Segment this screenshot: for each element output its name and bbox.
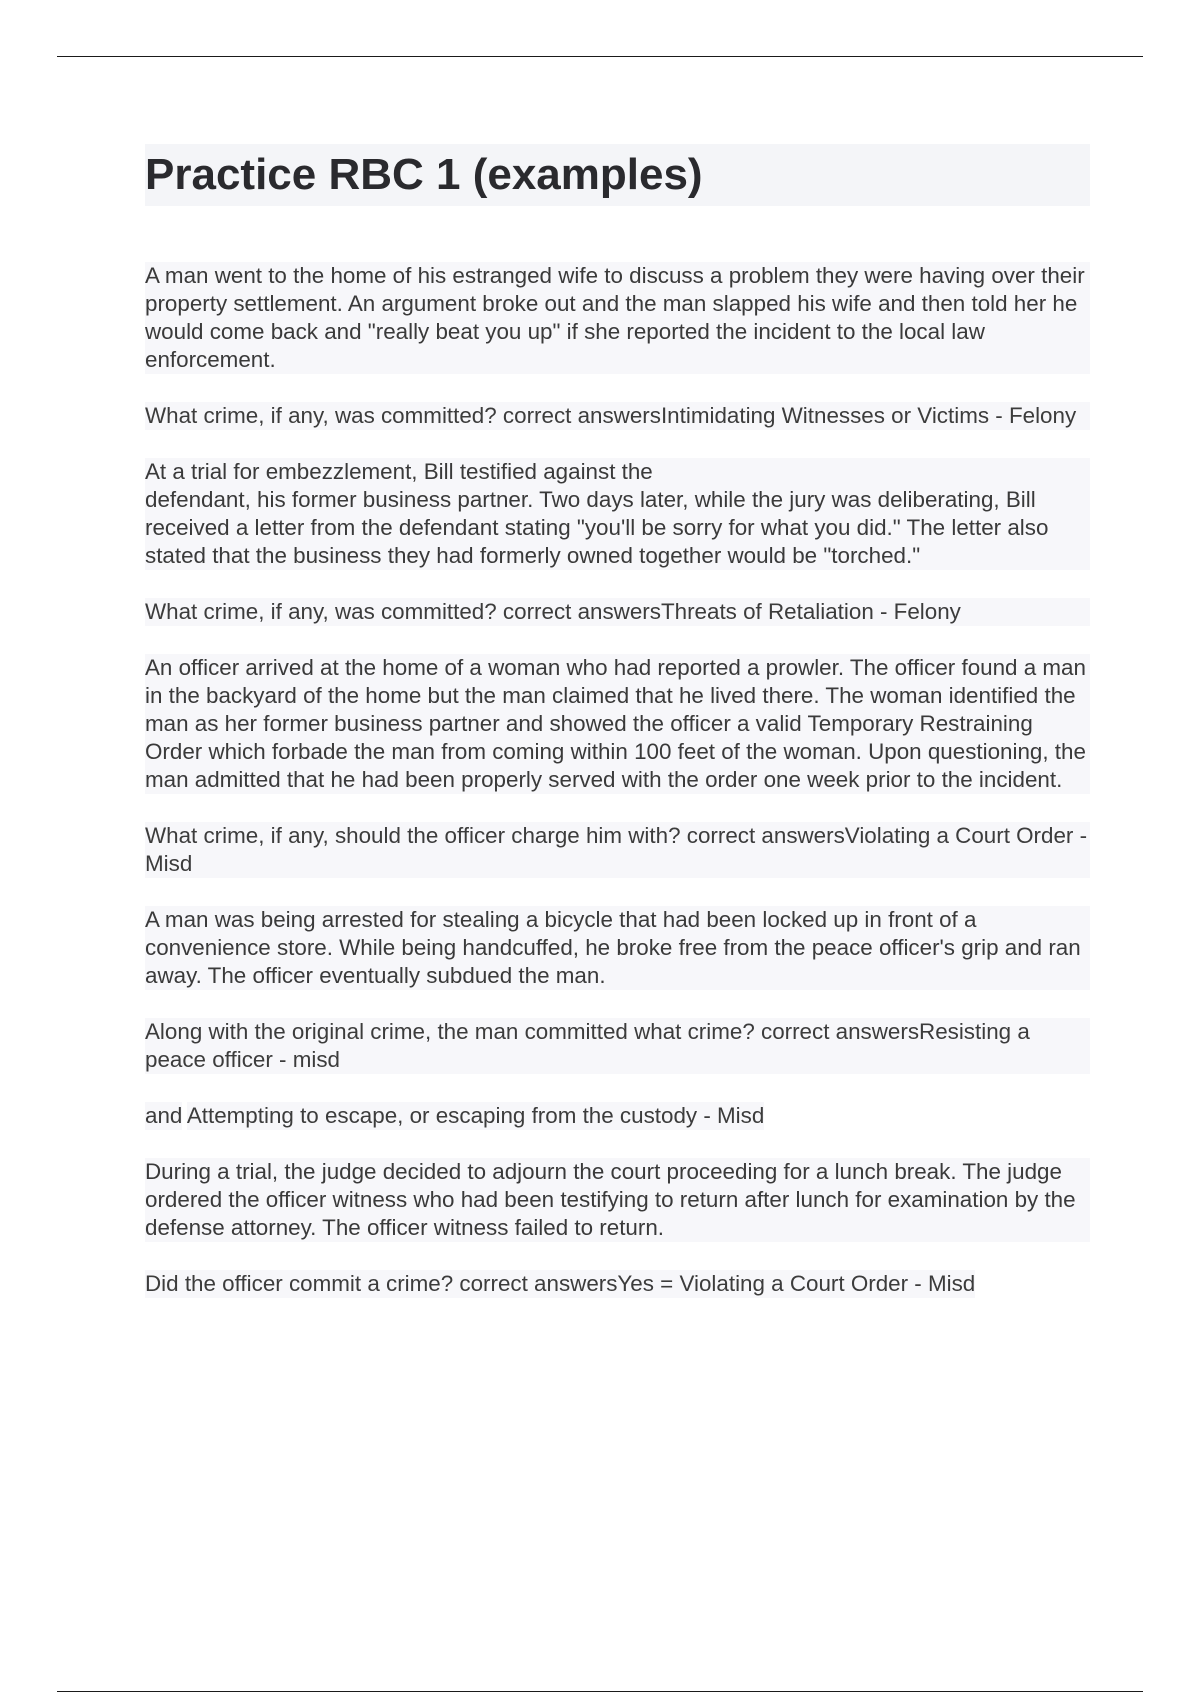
question-answer-3: What crime, if any, should the officer charge him with? correct answersViolating a Court Order - Misd (145, 822, 1090, 878)
scenario-5: During a trial, the judge decided to adjourn the court proceeding for a lunch break. The judge ordered the officer witness who had been testifying to return after lunch for examination by the defense attorney. The officer witness failed to return. (145, 1158, 1090, 1242)
scenario-3: An officer arrived at the home of a woman who had reported a prowler. The officer found a man in the backyard of the home but the man claimed that he lived there. The woman identified the man as her former business partner and showed the officer a valid Temporary Restraining Order which forbade the man from coming within 100 feet of the woman. Upon questioning, the man admitted that he had been properly served with the order one week prior to the incident. (145, 654, 1090, 794)
scenario-4: A man was being arrested for stealing a bicycle that had been locked up in front of a convenience store. While being handcuffed, he broke free from the peace officer's grip and ran away. The officer eventually subdued the man. (145, 906, 1090, 990)
header-rule (57, 56, 1143, 57)
document-body (145, 144, 1090, 1326)
question-answer-5: Did the officer commit a crime? correct answersYes = Violating a Court Order - Misd (145, 1271, 976, 1296)
footer-rule (57, 1691, 1143, 1692)
answer-continuation: Attempting to escape, or escaping from the custody - Misd (186, 1103, 765, 1128)
question-answer-1: What crime, if any, was committed? correct answersIntimidating Witnesses or Victims - Felony (145, 402, 1090, 430)
scenario-1: A man went to the home of his estranged wife to discuss a problem they were having over their property settlement. An argument broke out and the man slapped his wife and then told her he would come back and "really beat you up" if she reported the incident to the local law enforcement. (145, 262, 1090, 374)
question-answer-2: What crime, if any, was committed? correct answersThreats of Retaliation - Felony (145, 598, 1090, 626)
page-title: Practice RBC 1 (examples) (145, 144, 1090, 206)
question-answer-4: Along with the original crime, the man committed what crime? correct answersResisting a peace officer - misd (145, 1018, 1090, 1074)
scenario-2: At a trial for embezzlement, Bill testified against the defendant, his former business partner. Two days later, while the jury was deliberating, Bill received a letter from the defendant stating "you'll be sorry for what you did." The letter also stated that the business they had formerly owned together would be "torched." (145, 458, 1090, 570)
answer-conjunction: and (145, 1103, 183, 1128)
